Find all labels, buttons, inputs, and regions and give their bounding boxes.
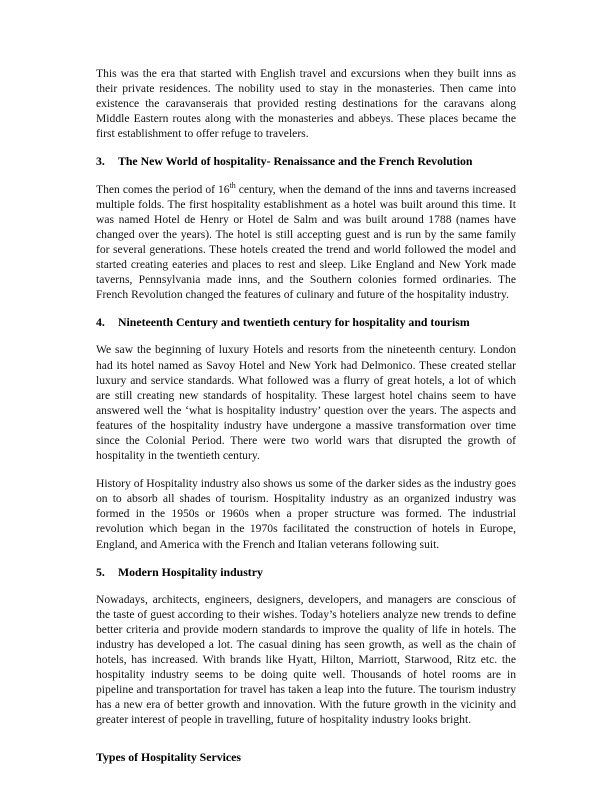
paragraph-sixteenth-century [96, 182, 516, 303]
ordinal-suffix-th: th [229, 180, 236, 190]
paragraph-era-intro: This was the era that started with English travel and excursions when they built inns as their private residences. The nobility used to stay in the monasteries. Then came into existence the caravanserais that provided resting destinations for the caravans along Middle Eastern routes along with the monasteries and abbeys. These places became the first establishment to offer refuge to travelers. [96, 67, 516, 141]
heading-label-5: Modern Hospitality industry [118, 564, 263, 579]
heading-modern-hospitality-industry [96, 565, 516, 580]
section-spacer [96, 741, 516, 750]
paragraph-sixteenth-century-lead: Then comes the period of 16 [96, 182, 230, 196]
heading-label-4: Nineteenth Century and twentieth century for hospitality and tourism [118, 315, 470, 330]
paragraph-luxury-hotels: We saw the beginning of luxury Hotels and resorts from the nineteenth century. London had its hotel named as Savoy Hotel and New York had Delmonico. These created stellar luxury and service standards. What followed was a flurry of great hotels, a lot of which are still creating new standards of hospitality. These largest hotel chains seem to have answered well the ‘what is hospitality industry’ question over the years. The aspects and features of the hospitality industry have undergone a massive transformation over time since the Colonial Period. There were two world wars that disrupted the growth of hospitality in the twentieth century. [96, 343, 516, 463]
heading-number-3: 3. [96, 154, 105, 169]
heading-label-3: The New World of hospitality- Renaissance and the French Revolution [118, 154, 473, 169]
heading-nineteenth-twentieth-century [96, 315, 516, 330]
heading-number-4: 4. [96, 315, 105, 330]
paragraph-sixteenth-century-rest: century, when the demand of the inns and taverns increased multiple folds. The first hospitality establishment as a hotel was built around this time. It was named Hotel de Henry or Hotel de Salm and was built around 1788 (names have changed over the years). The hotel is still accepting guest and is run by the same family for several generations. These hotels created the trend and world followed the model and started creating eateries and places to rest and sleep. Like England and New York made taverns, Pennsylvania made inns, and the Southern colonies formed ordinaries. The French Revolution changed the features of culinary and future of the hospitality industry. [96, 182, 516, 302]
heading-number-5: 5. [96, 564, 105, 579]
subheading-types-of-hospitality-services: Types of Hospitality Services [96, 749, 241, 764]
paragraph-history-darker-sides: History of Hospitality industry also shows us some of the darker sides as the industry goes on to absorb all shades of tourism. Hospitality industry as an organized industry was formed in the 1950s or 1960s when a proper structure was formed. The industrial revolution which began in the 1970s facilitated the construction of hotels in Europe, England, and America with the French and Italian veterans following suit. [96, 477, 516, 551]
heading-new-world-of-hospitality [96, 154, 516, 169]
paragraph-modern-industry: Nowadays, architects, engineers, designers, developers, and managers are conscious of the taste of guest according to their wishes. Today’s hoteliers analyze new trends to define better criteria and provide modern standards to improve the quality of life in hotels. The industry has developed a lot. The casual dining has seen growth, as well as the chain of hotels, has increased. With brands like Hyatt, Hilton, Marriott, Starwood, Ritz etc. the hospitality industry seems to be doing quite well. Thousands of hotel rooms are in pipeline and transportation for travel has taken a leap into the future. The tourism industry has a new era of better growth and innovation. With the future growth in the vicinity and greater interest of people in travelling, future of hospitality industry looks bright. [96, 592, 516, 727]
